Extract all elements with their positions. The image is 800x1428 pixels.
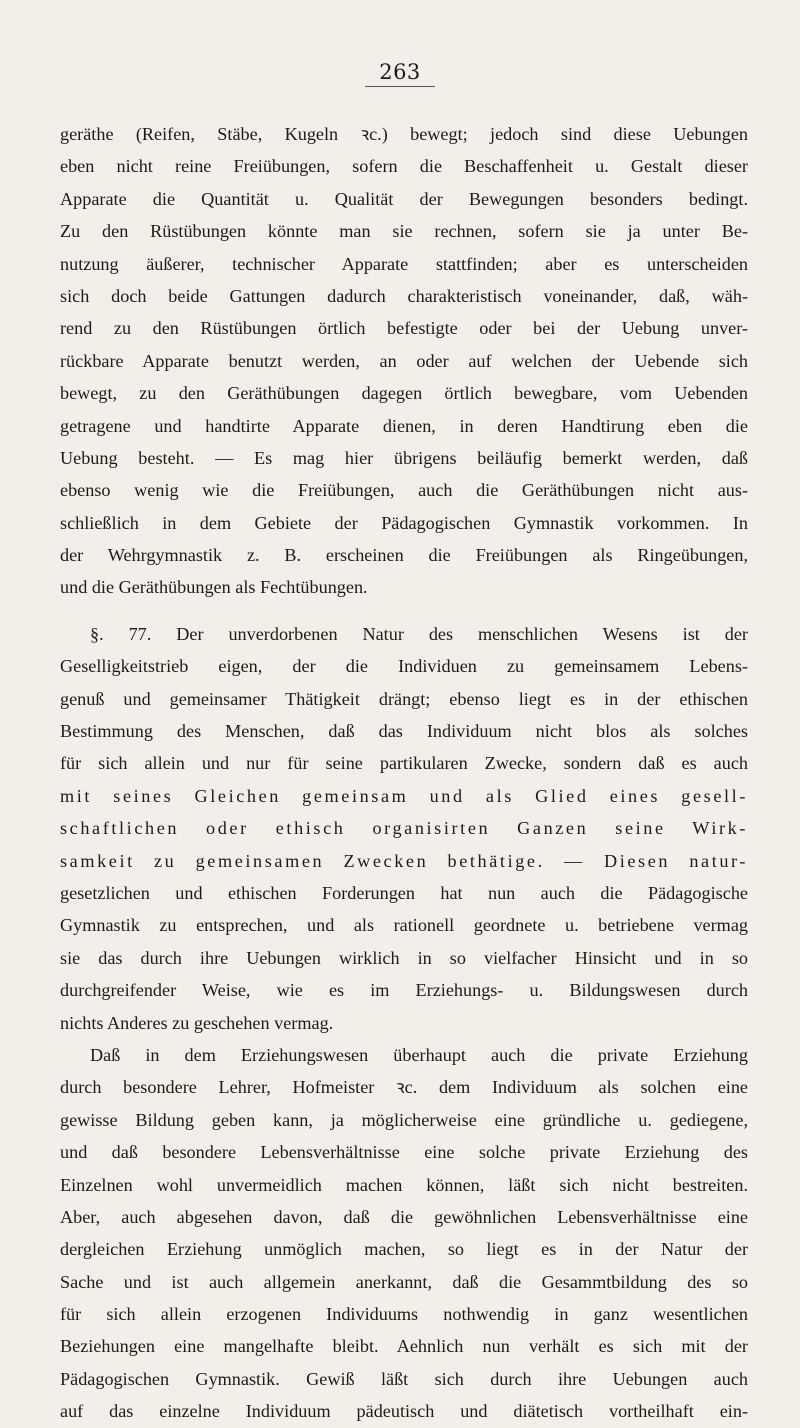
text-line: nutzung äußerer, technischer Apparate stattfinden; aber es unterscheiden [60,253,748,274]
text-line: und die Geräthübungen als Fechtübungen. [60,577,368,598]
text-line: gesetzlichen und ethischen Forderungen hat nun auch die Pädagogische [60,882,748,903]
text-line: rückbare Apparate benutzt werden, an oder auf welchen der Uebende sich [60,350,748,371]
text-line: Einzelnen wohl unvermeidlich machen können, läßt sich nicht bestreiten. [60,1174,748,1195]
text-line: Gymnastik zu entsprechen, und als rationell geordnete u. betriebene vermag [60,915,748,936]
text-line: Apparate die Quantität u. Qualität der Bewegungen besonders bedingt. [60,188,748,209]
text-line: dergleichen Erziehung unmöglich machen, so liegt es in der Natur der [60,1239,748,1260]
text-line: schaftlichen oder ethisch organisirten Ganzen seine Wirk- [60,818,748,839]
text-line: Uebung besteht. — Es mag hier übrigens beiläufig bemerkt werden, daß [60,447,748,468]
text-line: Geselligkeitstrieb eigen, der die Individuen zu gemeinsamem Lebens- [60,656,748,677]
text-line: Sache und ist auch allgemein anerkannt, daß die Gesammtbildung des so [60,1271,748,1292]
text-line: mit seines Gleichen gemeinsam und als Glied eines gesell- [60,785,748,806]
body-text [60,118,748,1428]
text-line: Zu den Rüstübungen könnte man sie rechnen, sofern sie ja unter Be- [60,221,748,242]
text-line: Beziehungen eine mangelhafte bleibt. Aehnlich nun verhält es sich mit der [60,1336,748,1357]
page-number: 263 [0,60,800,84]
text-line: auf das einzelne Individuum pädeutisch und diätetisch vortheilhaft ein- [60,1401,748,1422]
paragraph-2 [60,618,748,1039]
text-line: sich doch beide Gattungen dadurch charakteristisch voneinander, daß, wäh- [60,285,748,306]
text-line: für sich allein und nur für seine partikularen Zwecke, sondern daß es auch [60,753,748,774]
text-line: und daß besondere Lebensverhältnisse eine solche private Erziehung des [60,1142,748,1163]
text-line: sie das durch ihre Uebungen wirklich in so vielfacher Hinsicht und in so [60,947,748,968]
text-line: eben nicht reine Freiübungen, sofern die Beschaffenheit u. Gestalt dieser [60,156,748,177]
paragraph-3 [60,1039,748,1428]
text-line: samkeit zu gemeinsamen Zwecken bethätige. — Diesen natur- [60,850,748,871]
text-line: für sich allein erzogenen Individuums nothwendig in ganz wesentlichen [60,1304,748,1325]
text-line: ebenso wenig wie die Freiübungen, auch die Geräthübungen nicht aus- [60,480,748,501]
text-line: Aber, auch abgesehen davon, daß die gewöhnlichen Lebensverhältnisse eine [60,1206,748,1227]
text-line: genuß und gemeinsamer Thätigkeit drängt; ebenso liegt es in der ethischen [60,688,748,709]
text-line: nichts Anderes zu geschehen vermag. [60,1012,334,1033]
text-line: durchgreifender Weise, wie es im Erziehungs- u. Bildungswesen durch [60,980,748,1001]
text-line: Pädagogischen Gymnastik. Gewiß läßt sich durch ihre Uebungen auch [60,1368,748,1389]
text-line: Bestimmung des Menschen, daß das Individuum nicht blos als solches [60,721,748,742]
paragraph-gap [60,604,748,618]
text-line: schließlich in dem Gebiete der Pädagogischen Gymnastik vorkommen. In [60,512,748,533]
text-line: durch besondere Lehrer, Hofmeister ꝛc. dem Individuum als solchen eine [60,1077,748,1098]
text-line: bewegt, zu den Geräthübungen dagegen örtlich bewegbare, vom Uebenden [60,383,748,404]
text-line: rend zu den Rüstübungen örtlich befestigte oder bei der Uebung unver- [60,318,748,339]
text-line: geräthe (Reifen, Stäbe, Kugeln ꝛc.) bewegt; jedoch sind diese Uebungen [60,124,748,144]
text-line: getragene und handtirte Apparate dienen, in deren Handtirung eben die [60,415,748,436]
text-line: der Wehrgymnastik z. B. erscheinen die Freiübungen als Ringeübungen, [60,545,748,566]
text-line: gewisse Bildung geben kann, ja möglicherweise eine gründliche u. gediegene, [60,1109,748,1130]
text-line: Daß in dem Erziehungswesen überhaupt auch die private Erziehung [90,1044,748,1065]
text-line: §. 77. Der unverdorbenen Natur des menschlichen Wesens ist der [90,623,748,644]
paragraph-1 [60,118,748,604]
